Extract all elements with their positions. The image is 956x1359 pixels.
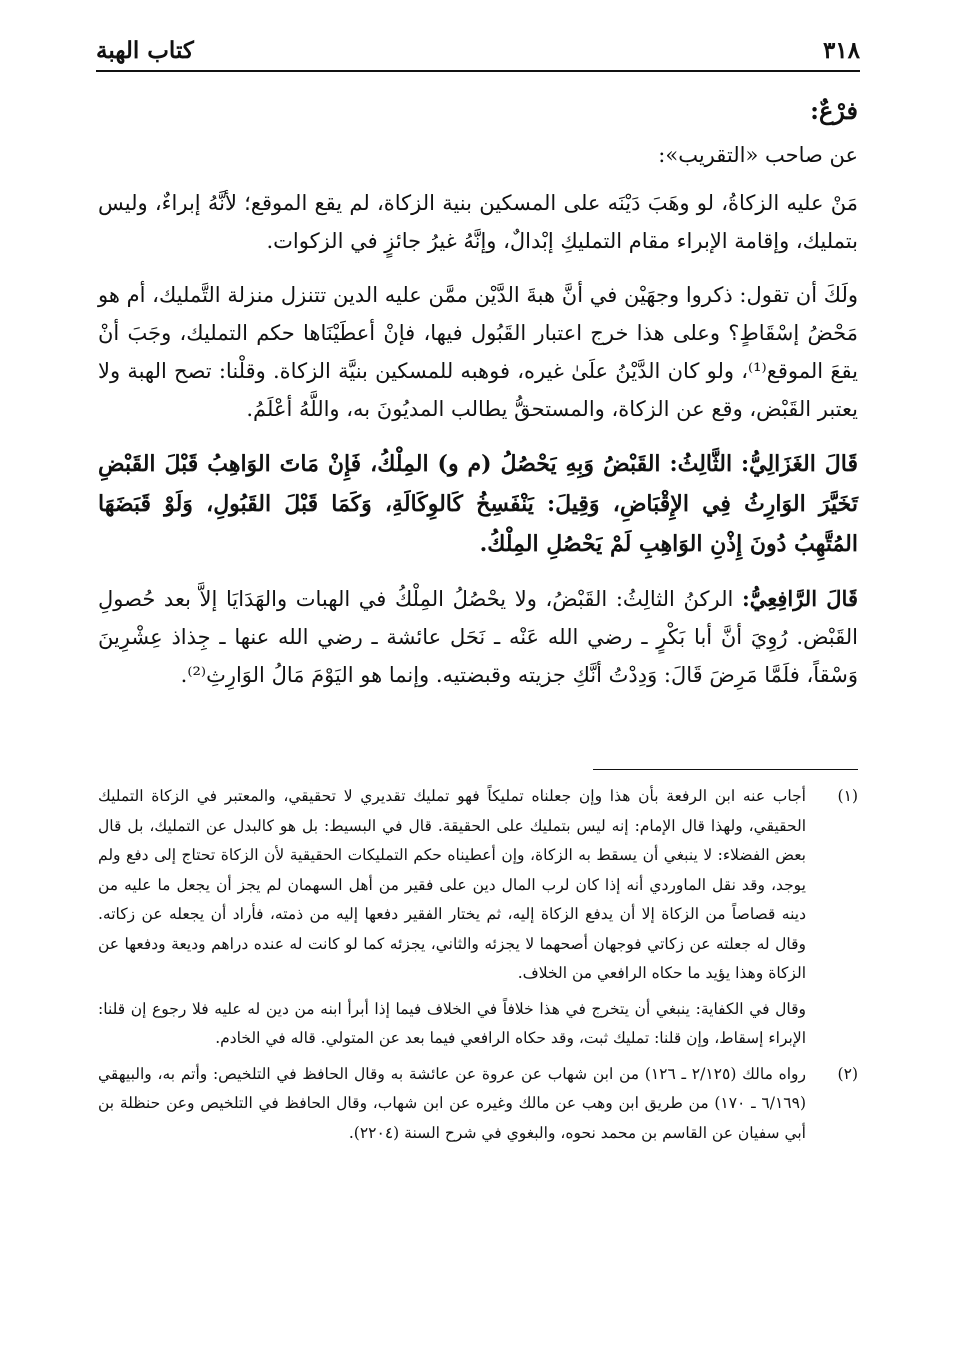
footnotes bbox=[98, 782, 858, 1154]
rafii-text: الركنُ الثالِثُ: القَبْضُ، ولا يحْصُلُ المِلْكُ في الهبات والهَدَايَا إلاَّ بعد حُصولِ القَبْض. رُوِيَ أنَّ أبا بَكْرٍ ـ رضي الله عَنْه ـ نَحَل عائشة ـ رضي الله عنها ـ جِذاذ عِشْرِينَ وَسْقاً، فلَمَّا مَرِضَ قَالَ: وَدِدْتُ أنَّكِ جزيته وقبضتيه. وإنما هو اليَوْمَ مَالُ الوَارِثِ⁽²⁾. bbox=[98, 587, 858, 687]
section-heading: فرْعٌ: bbox=[810, 96, 858, 125]
footnote-paragraph: وقال في الكفاية: ينبغي أن يتخرج في هذا خلافاً في الخلاف فيما إذا أبرأ ابنه من دين له عليه فلا رجوع إن قلنا: الإبراء إسقاط، وإن قلنا: تمليك ثبت، وقد حكاه الرافعي فيما بعد عن المتولي. قاله في الخادم. bbox=[98, 999, 806, 1047]
running-title: كتاب الهبة bbox=[96, 36, 194, 64]
paragraph-gap bbox=[98, 428, 858, 444]
page-number: ٣١٨ bbox=[822, 36, 860, 64]
footnote-2 bbox=[98, 1060, 858, 1149]
main-text bbox=[98, 92, 858, 694]
footnote-number: (٢) bbox=[837, 1064, 858, 1083]
footnote-number: (١) bbox=[837, 787, 858, 805]
footnote-body bbox=[98, 782, 806, 1054]
paragraph-commentary: ولَكَ أن تقول: ذكروا وجهَيْن في أنَّ هبةَ الدَّيْن ممَّن عليه الدين تتنزل منزلة التَّمليك، أم هو مَحْضُ إسْقَاطٍ؟ وعلى هذا خرج اعتبار القَبُول فيها، فإنْ أعطَيْنَاها حكم التمليك، وجَبَ أنْ يقعَ الموقع⁽¹⁾، ولو كان الدَّيْنُ علَىٰ غيره، فوهبه للمسكين بنيَّة الزكاة. وقلْنا: تصح الهبة ولا يعتبر القَبْض، وقع عن الزكاة، والمستحقُّ يطالب المديُونَ به، واللَّهُ أعْلَمُ. bbox=[98, 283, 858, 421]
footnote-body bbox=[98, 1060, 806, 1149]
paragraph-rafii bbox=[98, 580, 858, 694]
footnote-paragraph: أجاب عنه ابن الرفعة بأن هذا وإن جعلناه تمليكاً فهو تمليك تقديري لا تحقيقي، والمعتبر في الزكاة التمليك الحقيقي، ولهذا قال الإمام: إنه ليس بتمليك على الحقيقة. قال في البسيط: بل هو كالبدل عن التمليك، بل قال بعض الفضلاء: لا ينبغي أن يسقط به الزكاة، وإن أعطيناه حكم التمليكات الحقيقية لأن الزكاة تحتاج إلى دفع ولم يوجد، وقد نقل الماوردي أنه إذا كان لرب المال دين على فقير من أهل السهمان لم يجز أن يجعل ما عليه من دينه قصاصاً من الزكاة إلا أن يدفع الزكاة إليه، ثم يختار الفقير دفعها إليه من ذمته، فأراد أن يجعله عن زكاته. وقال له جعلته عن زكاتي فوجهان أصحهما لا يجزئه والثاني، يجزئه كما لو كانت له عنده دراهم وديعة ودفعها عن الزكاة وهذا يؤيد ما حكاه الرافعي من الخلاف. bbox=[98, 787, 806, 982]
footnote-paragraph: رواه مالك (٢/١٢٥ ـ ١٢٦) من ابن شهاب عن عروة عن عائشة به وقال الحافظ في التلخيص: وأتم به، والبيهقي (٦/١٦٩ ـ ١٧٠) من طريق ابن وهب عن مالك وغيره عن ابن شهاب، وقال الحافظ في التلخيص وعن حنظلة بن أبي سفيان عن القاسم بن محمد نحوه، والبغوي في شرح السنة (٢٢٠٤). bbox=[98, 1064, 807, 1142]
paragraph-gap bbox=[98, 564, 858, 580]
paragraph-ghazali: قَالَ الغَزَالِيُّ: الثَّالِثُ: القَبْضُ وَبِهِ يَحْصُلُ (م و) المِلْكُ، فَإِنْ مَاتَ الوَاهِبُ قَبْلَ القَبْضِ تَخَيَّرَ الوَارِثُ فِي الإِقْبَاضِ، وَقِيلَ: يَنْفَسِخُ كَالوِكَالَةِ، وَكَمَا قَبْلَ القَبُولِ، وَلَوْ قَبَضَهَا المُتَّهِبُ دُونَ إِذْنِ الوَاهِبِ لَمْ يَحْصُلِ المِلْكُ. bbox=[98, 451, 858, 557]
page-header bbox=[96, 30, 860, 72]
paragraph-gap bbox=[98, 260, 858, 276]
footnote-1 bbox=[98, 782, 858, 1054]
paragraph-zakat: مَنْ عليه الزكاةُ، لو وهَبَ دَيْنَه على المسكين بنية الزكاة، لم يقع الموقع؛ لأنَّهُ إبراءٌ، وليس بتمليك، وإقامة الإبراء مقام التمليكِ إبْدالٌ، وإنَّهُ غيرُ جائزٍ في الزكوات. bbox=[98, 191, 858, 253]
source-line: عن صاحب «التقريب»: bbox=[658, 143, 858, 167]
rafii-label: قَالَ الرَّافِعِيُّ: bbox=[741, 586, 858, 611]
footnote-separator bbox=[593, 769, 858, 770]
